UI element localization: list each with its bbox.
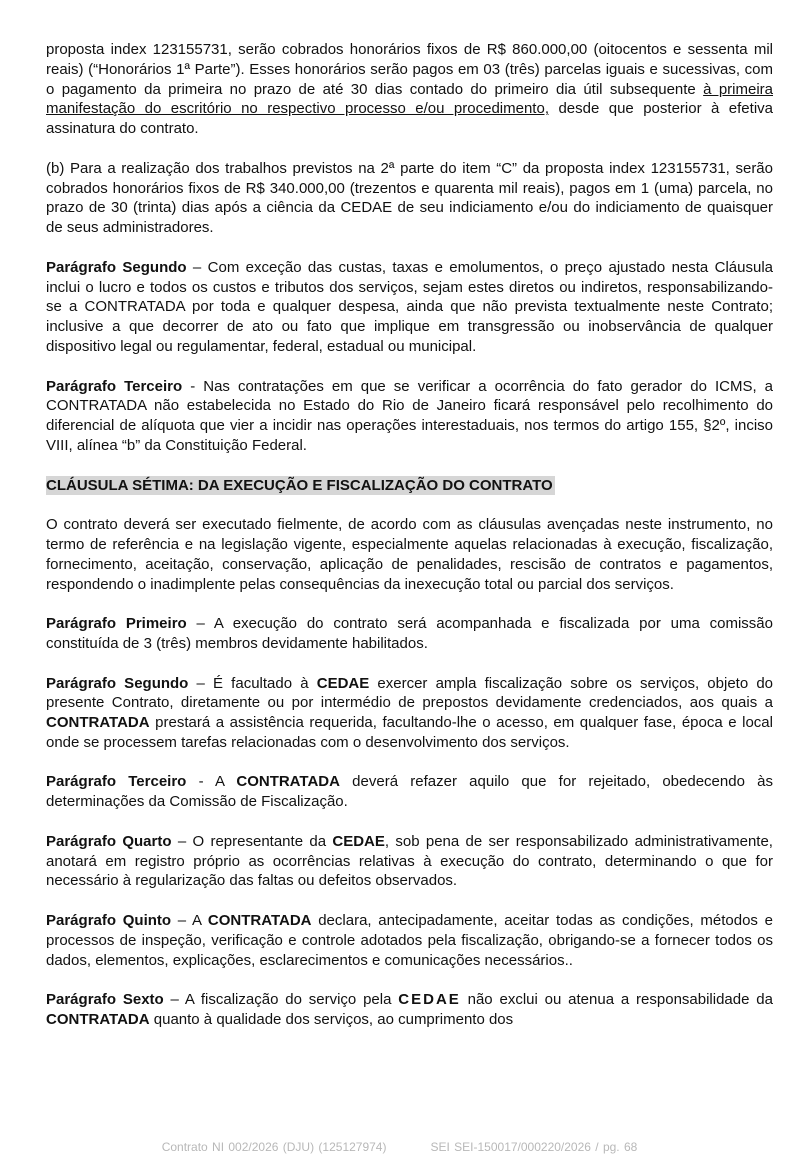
paragraph-label: Parágrafo Terceiro: [46, 377, 183, 395]
paragraph-quarto-representante: Parágrafo Quarto – O representante da CEDAE, sob pena de ser responsabilizado administrativamente, anotará em registro próprio as ocorrências relativas à execução do contrato, determinando o que for necessário à regularização das faltas ou defeitos observados.: [46, 832, 773, 890]
paragraph-label: Parágrafo Quinto: [46, 912, 172, 930]
paragraph-honorarios-1a-parte: proposta index 123155731, serão cobrados honorários fixos de R$ 860.000,00 (oitocentos e sessenta mil reais) (“Honorários 1ª Parte”). Esses honorários serão pagos em 03 (três) parcelas iguais e sucessivas, com o pagamento da primeira no prazo de até 30 dias contado do primeiro dia útil subsequente à primeira manifestação do escritório no respectivo processo e/ou procedimento, desde que posterior à efetiva assinatura do contrato.: [46, 41, 773, 138]
document-page: [46, 40, 773, 1050]
paragraph-label: Parágrafo Segundo: [46, 674, 189, 692]
paragraph-terceiro-icms: Parágrafo Terceiro - Nas contratações em que se verificar a ocorrência do fato gerador do ICMS, a CONTRATADA não estabelecida no Estado do Rio de Janeiro ficará responsável pelo recolhimento do diferencial de alíquota que vier a incidir nas operações interestaduais, nos termos do artigo 155, §2º, inciso VIII, alínea “b” da Constituição Federal.: [46, 377, 773, 454]
paragraph-label: Parágrafo Terceiro: [46, 773, 187, 791]
footer-contract-ref: Contrato NI 002/2026 (DJU) (125127974): [161, 1140, 387, 1154]
paragraph-label: Parágrafo Sexto: [46, 991, 164, 1009]
paragraph-segundo-preco: Parágrafo Segundo – Com exceção das custas, taxas e emolumentos, o preço ajustado nesta Cláusula inclui o lucro e todos os custos e tributos dos serviços, sejam estes diretos ou indiretos, responsabilizando-se a CONTRATADA por toda e qualquer despesa, ainda que não prevista textualmente neste Contrato; inclusive a que decorrer de ato ou fato que implique em transgressão ou inobservância de qualquer dispositivo legal ou regulamentar, federal, estadual ou municipal.: [46, 258, 773, 355]
paragraph-label: Parágrafo Quarto: [46, 832, 172, 850]
clause-heading: CLÁUSULA SÉTIMA: DA EXECUÇÃO E FISCALIZAÇÃO DO CONTRATO: [46, 476, 553, 494]
footer-sei-ref: SEI SEI-150017/000220/2026 / pg. 68: [430, 1140, 638, 1154]
paragraph-sexto-responsabilidade: Parágrafo Sexto – A fiscalização do serviço pela CEDAE não exclui ou atenua a responsabilidade da CONTRATADA quanto à qualidade dos serviços, ao cumprimento dos: [46, 991, 773, 1029]
clause-heading-block: [46, 476, 773, 496]
paragraph-label: Parágrafo Segundo: [46, 258, 187, 276]
paragraph-terceiro-refazer: Parágrafo Terceiro - A CONTRATADA deverá refazer aquilo que for rejeitado, obedecendo às determinações da Comissão de Fiscalização.: [46, 773, 773, 811]
underlined-text: à primeira manifestação do escritório no respectivo processo e/ou procedimento,: [46, 80, 773, 118]
paragraph-execucao: O contrato deverá ser executado fielmente, de acordo com as cláusulas avençadas neste instrumento, no termo de referência e na legislação vigente, especialmente aquelas relacionadas à execução, fiscalização, fornecimento, aceitação, conservação, aplicação de penalidades, rescisão de contratos e pagamentos, respondendo o inadimplente pelas consequências da inexecução total ou parcial dos serviços.: [46, 516, 773, 593]
paragraph-primeiro-comissao: Parágrafo Primeiro – A execução do contrato será acompanhada e fiscalizada por uma comissão constituída de 3 (três) membros devidamente habilitados.: [46, 615, 773, 652]
paragraph-label: Parágrafo Primeiro: [46, 615, 187, 633]
page-footer: [0, 1140, 799, 1154]
paragraph-quinto-condicoes: Parágrafo Quinto – A CONTRATADA declara, antecipadamente, aceitar todas as condições, métodos e processos de inspeção, verificação e controle adotados pela fiscalização, obrigando-se a fornecer todos os dados, elementos, explicações, esclarecimentos e comunicações necessários..: [46, 912, 773, 969]
paragraph-item-b: (b) Para a realização dos trabalhos previstos na 2ª parte do item “C” da proposta index 123155731, serão cobrados honorários fixos de R$ 340.000,00 (trezentos e quarenta mil reais), pagos em 1 (uma) parcela, no prazo de 30 (trinta) dias após a ciência da CEDAE de seu indiciamento e/ou do indiciamento de quaisquer de seus administradores.: [46, 159, 773, 237]
paragraph-segundo-fiscalizacao: Parágrafo Segundo – É facultado à CEDAE exercer ampla fiscalização sobre os serviços, objeto do presente Contrato, diretamente ou por intermédio de prepostos devidamente credenciados, aos quais a CONTRATADA prestará a assistência requerida, facultando-lhe o acesso, em qualquer fase, época e local onde se processem tarefas relacionadas com o desenvolvimento dos serviços.: [46, 674, 774, 751]
